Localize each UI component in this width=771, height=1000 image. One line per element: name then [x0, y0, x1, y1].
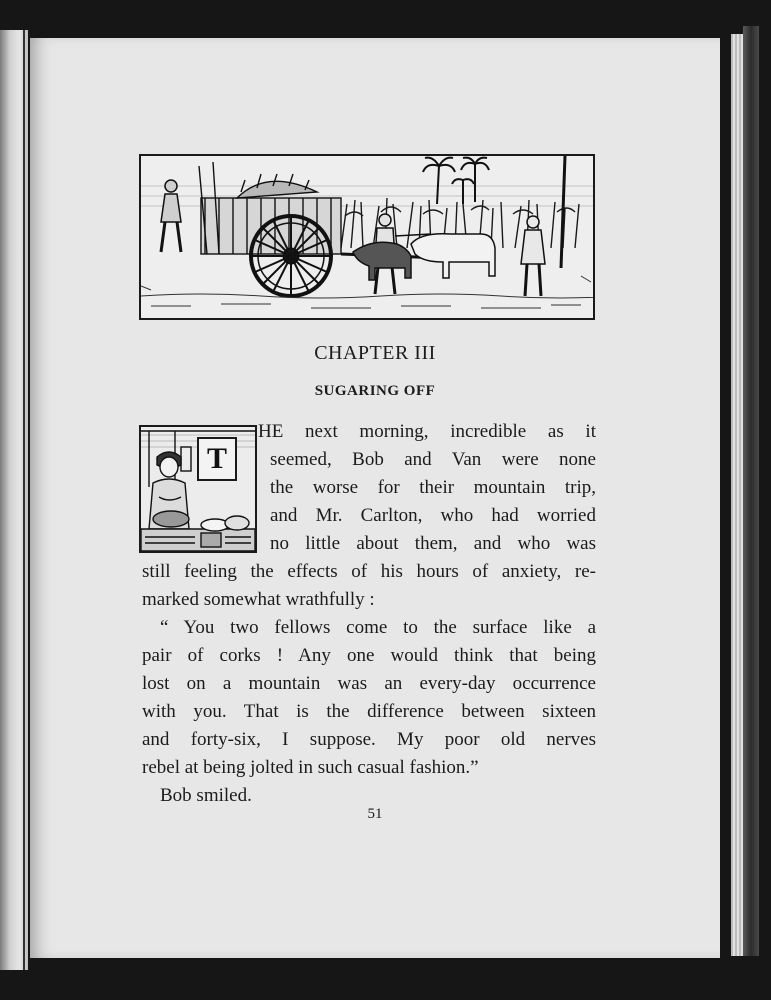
- text-line: “ You two fellows come to the surface like a: [160, 617, 596, 638]
- facing-page-edge: [0, 30, 28, 970]
- headpiece-illustration: [139, 154, 595, 320]
- text-line: and Mr. Carlton, who had worried: [270, 505, 596, 526]
- text-line: still feeling the effects of his hours of anxiety, re-: [142, 561, 596, 582]
- book-cover-edge: [743, 26, 759, 956]
- drop-cap-letter: T: [197, 437, 237, 481]
- text-line: and forty-six, I suppose. My poor old nerves: [142, 729, 596, 750]
- text-line: pair of corks ! Any one would think that being: [142, 645, 596, 666]
- book-page: [30, 38, 720, 958]
- text-line: rebel at being jolted in such casual fashion.”: [142, 757, 479, 778]
- text-line: with you. That is the difference between sixteen: [142, 701, 596, 722]
- text-line: seemed, Bob and Van were none: [270, 449, 596, 470]
- drop-cap-illustration: [139, 425, 257, 553]
- text-line: HE next morning, incredible as it: [258, 421, 596, 442]
- chapter-subtitle: SUGARING OFF: [314, 383, 436, 399]
- text-line: marked somewhat wrathfully :: [142, 589, 375, 610]
- text-line: the worse for their mountain trip,: [270, 477, 596, 498]
- chapter-title: CHAPTER III: [314, 342, 436, 364]
- ox-cart-engraving: [141, 156, 593, 318]
- page-number: 51: [367, 806, 383, 822]
- text-line: no little about them, and who was: [270, 533, 596, 554]
- text-line: lost on a mountain was an every-day occurrence: [142, 673, 596, 694]
- text-line: Bob smiled.: [160, 785, 252, 806]
